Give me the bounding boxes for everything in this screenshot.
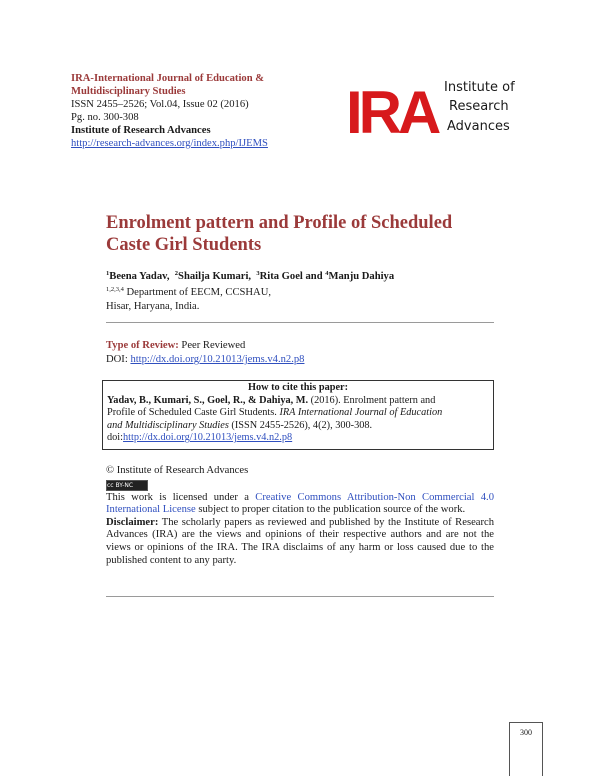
divider-bottom bbox=[106, 596, 494, 597]
author-4: Manju Dahiya bbox=[328, 271, 395, 282]
ira-logo-line2: Research bbox=[449, 99, 509, 114]
paper-title-line2: Caste Girl Students bbox=[106, 235, 262, 255]
page-number: 300 bbox=[520, 728, 532, 737]
citation-doi-link[interactable]: http://dx.doi.org/10.21013/jems.v4.n2.p8 bbox=[123, 432, 293, 444]
journal-title-line2: Multidisciplinary Studies bbox=[71, 86, 186, 97]
journal-url-link[interactable]: http://research-advances.org/index.php/IJEMS bbox=[71, 138, 268, 149]
page-number-box bbox=[509, 722, 543, 776]
page-range: Pg. no. 300-308 bbox=[71, 112, 139, 123]
author-1: Beena Yadav, bbox=[109, 271, 170, 282]
paper-title bbox=[106, 212, 506, 256]
ira-logo-line1: Institute of bbox=[444, 80, 515, 95]
citation-heading: How to cite this paper: bbox=[247, 382, 349, 393]
journal-title-line1: IRA-International Journal of Education & bbox=[71, 73, 265, 84]
citation-journal-2: and Multidisciplinary Studies bbox=[107, 419, 229, 431]
review-type-label: Type of Review: bbox=[106, 340, 179, 351]
author-2: Shailja Kumari, bbox=[178, 271, 252, 282]
citation-doi-prefix: doi: bbox=[107, 432, 124, 444]
divider-top bbox=[106, 322, 494, 323]
citation-box bbox=[102, 380, 494, 450]
citation-text-2: Profile of Scheduled Caste Girl Students. bbox=[107, 407, 277, 419]
author-and: and bbox=[305, 271, 323, 282]
publisher-name: Institute of Research Advances bbox=[71, 125, 211, 136]
doi-label: DOI: bbox=[106, 354, 128, 365]
author-sup-3: 3 bbox=[256, 270, 260, 277]
ira-logo bbox=[346, 72, 536, 142]
author-3: Rita Goel bbox=[259, 271, 303, 282]
ira-logo-line3: Advances bbox=[447, 119, 510, 134]
affiliation-sup: 1,2,3,4 bbox=[106, 286, 124, 293]
author-sup-4: 4 bbox=[325, 270, 329, 277]
citation-authors: Yadav, B., Kumari, S., Goel, R., & Dahiya, M. bbox=[107, 394, 309, 406]
issn-text: ISSN 2455–2526; Vol.04, Issue 02 (2016) bbox=[71, 99, 249, 110]
citation-text-1: (2016). Enrolment pattern and bbox=[310, 394, 436, 406]
copyright-text: © Institute of Research Advances bbox=[106, 465, 249, 476]
affiliation-location: Hisar, Haryana, India. bbox=[106, 301, 200, 312]
citation-text-3: (ISSN 2455-2526), 4(2), 300-308. bbox=[231, 419, 373, 431]
ira-logo-letters: IRA bbox=[346, 79, 438, 142]
license-link[interactable]: Creative Commons Attribution-Non Commercial 4.0 International License bbox=[106, 491, 494, 516]
affiliation bbox=[106, 286, 271, 314]
review-type-value: Peer Reviewed bbox=[181, 340, 246, 351]
license-outro: subject to proper citation to the publication source of the work. bbox=[198, 504, 466, 516]
review-info bbox=[106, 339, 304, 367]
disclaimer-label: Disclaimer: bbox=[106, 516, 159, 528]
author-list bbox=[106, 271, 506, 282]
paper-title-line1: Enrolment pattern and Profile of Scheduled bbox=[106, 213, 453, 233]
author-sup-2: 2 bbox=[174, 270, 179, 277]
doi-link[interactable]: http://dx.doi.org/10.21013/jems.v4.n2.p8 bbox=[130, 354, 305, 365]
license-intro: This work is licensed under a bbox=[106, 491, 249, 503]
journal-header bbox=[71, 72, 311, 150]
license-section bbox=[106, 465, 494, 567]
affiliation-department: Department of EECM, CCSHAU, bbox=[126, 287, 272, 298]
author-sup-1: 1 bbox=[106, 270, 110, 277]
cc-license-badge[interactable]: cc BY-NC bbox=[106, 480, 148, 491]
citation-journal-1: IRA International Journal of Education bbox=[279, 407, 443, 419]
ira-logo-graphic bbox=[346, 72, 536, 142]
disclaimer-text: The scholarly papers as reviewed and published by the Institute of Research Advances (IRA) are the views and opinions of their respective authors and are not the views or opinions of the IRA. The IRA disclaims of any harm or loss caused due to the published content to any party. bbox=[106, 516, 494, 566]
